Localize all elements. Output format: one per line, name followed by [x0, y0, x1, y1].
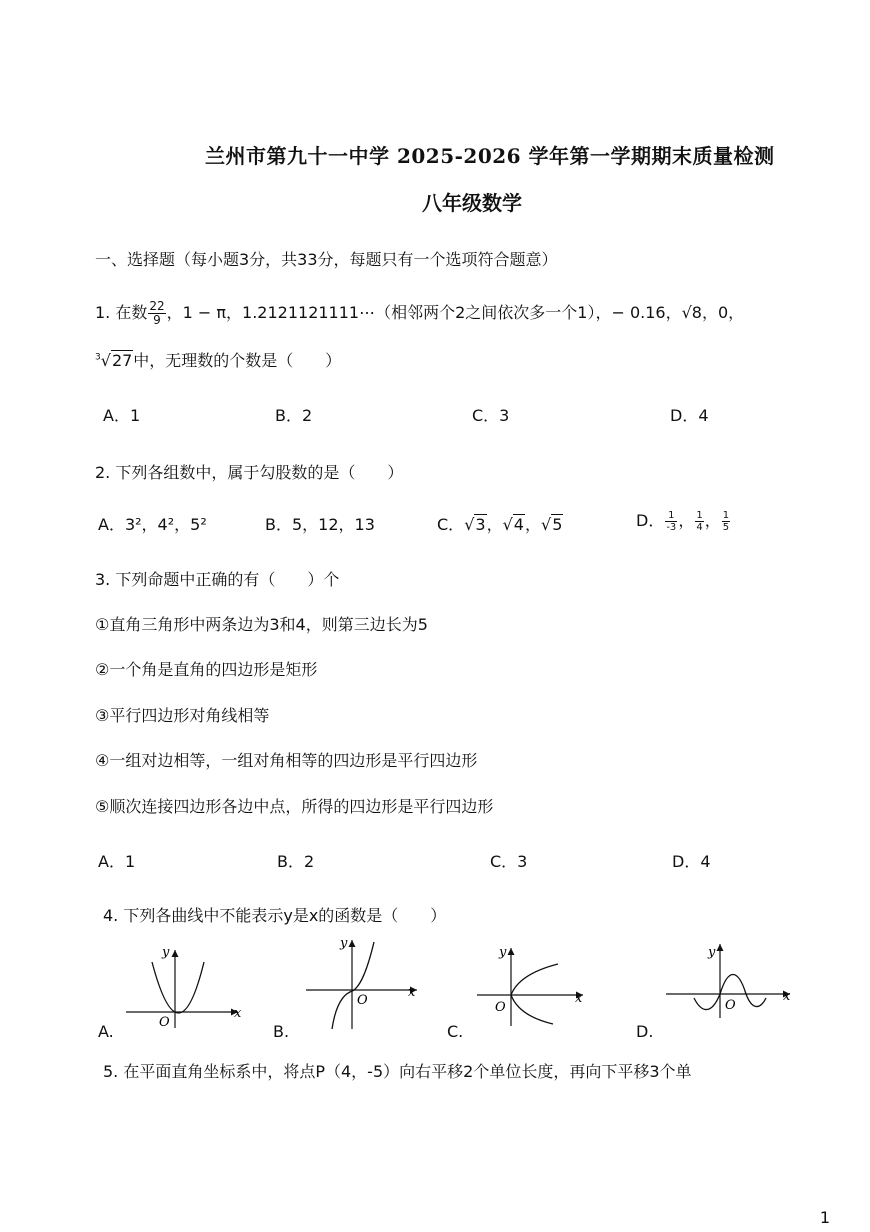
- q3-item-3: ③平行四边形对角线相等: [95, 706, 270, 725]
- q2-d-frac1: [665, 510, 677, 533]
- q4-option-b[interactable]: B.: [273, 1022, 290, 1041]
- q3-option-c[interactable]: C．3: [490, 852, 528, 871]
- q2-option-c-label: C．: [437, 515, 465, 534]
- page-number: 1: [819, 1208, 830, 1227]
- q2-d-frac3-den: 5: [722, 522, 730, 533]
- q2-sqrt4: √4: [502, 515, 524, 534]
- q5-stem: 5. 在平面直角坐标系中，将点P（4，-5）向右平移2个单位长度，再向下平移3个单: [103, 1062, 692, 1081]
- q4-a-origin-label: O: [159, 1015, 170, 1030]
- q4-b-y-label: y: [340, 936, 348, 951]
- q2-sqrt3-radicand: 3: [475, 515, 486, 534]
- q4-d-origin-label: O: [725, 998, 736, 1013]
- q4-option-d[interactable]: D.: [636, 1022, 654, 1041]
- q4-b-y-arrow-icon: [349, 940, 356, 947]
- q1-sqrt8: √8: [681, 303, 702, 322]
- q2-sqrt5: √5: [541, 515, 563, 534]
- q2-option-d[interactable]: [636, 508, 731, 533]
- q2-d-sep2: ，: [704, 511, 721, 530]
- q4-d-x-label: x: [783, 989, 791, 1004]
- q4-graph-c[interactable]: [473, 940, 591, 1028]
- q1-option-c[interactable]: C．3: [472, 406, 510, 425]
- q1-option-a[interactable]: A．1: [103, 406, 141, 425]
- q3-option-b[interactable]: B．2: [277, 852, 315, 871]
- section-heading: 一、选择题（每小题3分，共33分，每题只有一个选项符合题意）: [95, 250, 558, 269]
- q4-option-a[interactable]: A.: [98, 1022, 114, 1041]
- q4-a-y-label: y: [162, 945, 170, 960]
- q3-option-a[interactable]: A．1: [98, 852, 136, 871]
- q2-d-frac2: [695, 510, 703, 533]
- q1-option-d[interactable]: D．4: [670, 406, 709, 425]
- q2-stem: 2. 下列各组数中，属于勾股数的是（ ）: [95, 463, 404, 482]
- q4-c-x-label: x: [575, 991, 583, 1006]
- q3-item-4: ④一组对边相等，一组对角相等的四边形是平行四边形: [95, 751, 478, 770]
- q2-option-d-label: D．: [636, 511, 665, 530]
- q4-a-x-label: x: [234, 1006, 242, 1021]
- q3-item-5: ⑤顺次连接四边形各边中点，所得的四边形是平行四边形: [95, 797, 494, 816]
- q4-graph-b[interactable]: [302, 934, 427, 1032]
- q3-stem: 3. 下列命题中正确的有（ ）个: [95, 570, 340, 589]
- q4-graph-a[interactable]: [118, 940, 248, 1030]
- q4-c-y-label: y: [499, 945, 507, 960]
- q4-b-x-label: x: [408, 985, 416, 1000]
- q2-d-sep1: ，: [678, 511, 695, 530]
- q2-d-frac3: [722, 510, 730, 533]
- q4-d-y-label: y: [708, 945, 716, 960]
- q3-item-1: ①直角三角形中两条边为3和4，则第三边长为5: [95, 615, 428, 634]
- q2-c-sep2: ，: [524, 515, 541, 534]
- q1-cbrt-index: 3: [95, 352, 101, 363]
- q1-prefix: 1. 在数: [95, 303, 148, 322]
- q4-d-y-arrow-icon: [717, 944, 724, 951]
- q2-sqrt5-radicand: 5: [552, 515, 563, 534]
- q4-a-y-arrow-icon: [172, 950, 179, 957]
- q2-option-a[interactable]: A．3²，4²，5²: [98, 515, 207, 534]
- q4-c-origin-label: O: [495, 1000, 506, 1015]
- q2-c-sep1: ，: [486, 515, 503, 534]
- q4-a-curve: [152, 962, 204, 1013]
- q4-b-curve: [332, 942, 374, 1029]
- q1-stem-line1: [95, 300, 744, 327]
- q2-sqrt4-radicand: 4: [513, 515, 524, 534]
- q4-option-c[interactable]: C.: [447, 1022, 464, 1041]
- q1-frac-den: 9: [153, 313, 161, 327]
- q2-d-frac1-num: 1: [665, 510, 677, 522]
- q1-cbrt-radicand: 27: [111, 351, 133, 370]
- q1-cbrt-27: √27: [100, 351, 133, 370]
- q2-d-frac3-num: 1: [722, 510, 730, 521]
- q2-d-frac2-den: 4: [696, 522, 703, 533]
- q4-c-curve: [511, 964, 558, 1024]
- q4-b-origin-label: O: [357, 993, 368, 1008]
- q1-frac-num: 22: [149, 299, 165, 313]
- q2-d-frac1-den: -3: [666, 522, 677, 533]
- q2-option-c[interactable]: [437, 512, 563, 535]
- page-subtitle: 八年级数学: [422, 191, 522, 215]
- q3-item-2: ②一个角是直角的四边形是矩形: [95, 660, 318, 679]
- q1-stem-line2: [95, 348, 341, 371]
- q2-sqrt3: √3: [464, 515, 486, 534]
- q3-option-d[interactable]: D．4: [672, 852, 711, 871]
- q2-option-b[interactable]: B．5，12，13: [265, 515, 375, 534]
- q4-stem: 4. 下列各曲线中不能表示y是x的函数是（ ）: [103, 906, 447, 925]
- q1-tail: ，0，: [701, 303, 745, 322]
- q1-line2-text: 中，无理数的个数是（ ）: [133, 351, 342, 370]
- q1-fraction: [148, 300, 165, 327]
- q1-option-b[interactable]: B．2: [275, 406, 313, 425]
- q4-graph-d[interactable]: [662, 938, 802, 1020]
- q2-d-frac2-num: 1: [696, 510, 703, 521]
- q4-c-y-arrow-icon: [508, 948, 515, 955]
- page-title: 兰州市第九十一中学 2025-2026 学年第一学期期末质量检测: [205, 144, 775, 168]
- q1-after-frac: ，1 − π，1.2121121111⋯（相邻两个2之间依次多一个1），− 0.16，: [166, 303, 682, 322]
